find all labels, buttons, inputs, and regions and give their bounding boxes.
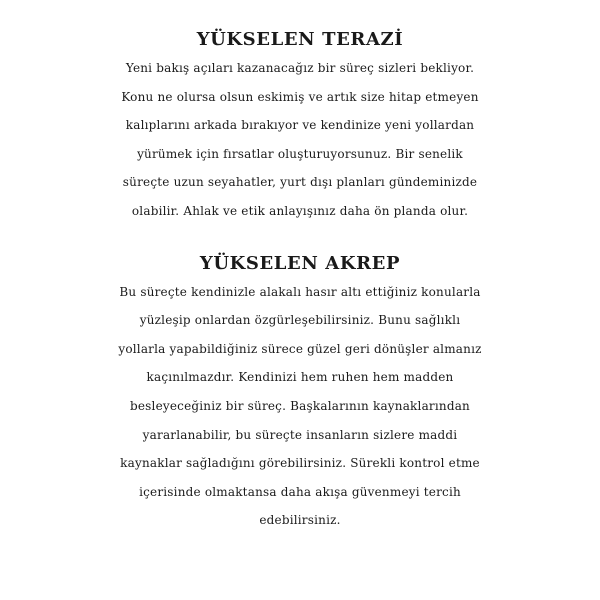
paragraph-line: yararlanabilir, bu süreçte insanların sizlere maddi [142,427,458,442]
paragraph-line: Bu süreçte kendinizle alakalı hasır altı ettiğiniz konularla [119,284,481,299]
section-paragraph [18,54,582,226]
paragraph-line: süreçte uzun seyahatler, yurt dışı planları gündeminizde [122,175,478,190]
paragraph-line: kaçınılmazdır. Kendinizi hem ruhen hem madden [146,370,454,385]
paragraph-line: edebilirsiniz. [259,513,341,528]
paragraph-line: Yeni bakış açıları kazanacağız bir süreç sizleri bekliyor. [125,61,475,75]
paragraph-line: yürümek için fırsatlar oluşturuyorsunuz. Bir senelik [137,146,463,161]
section-paragraph [18,278,582,535]
paragraph-line: yüzleşip onlardan özgürleşebilirsiniz. Bunu sağlıklı [139,313,461,328]
paragraph-line: içerisinde olmaktansa daha akışa güvenmeyi tercih [139,484,461,499]
section-yukselen-terazi [18,28,582,226]
section-yukselen-akrep [18,252,582,535]
paragraph-line: Konu ne olursa olsun eskimiş ve artık size hitap etmeyen [121,89,479,104]
paragraph-line: kalıplarını arkada bırakıyor ve kendinize yeni yollardan [125,118,475,133]
paragraph-line: olabilir. Ahlak ve etik anlayışınız daha ön planda olur. [131,203,469,218]
paragraph-line: besleyeceğiniz bir süreç. Başkalarının kaynaklarından [129,398,470,413]
section-heading: YÜKSELEN AKREP [199,252,401,274]
section-heading: YÜKSELEN TERAZİ [196,29,404,50]
paragraph-line: kaynaklar sağladığını görebilirsiniz. Sürekli kontrol etme [120,456,480,471]
paragraph-line: yollarla yapabildiğiniz sürece güzel geri dönüşler almanız [118,341,482,356]
